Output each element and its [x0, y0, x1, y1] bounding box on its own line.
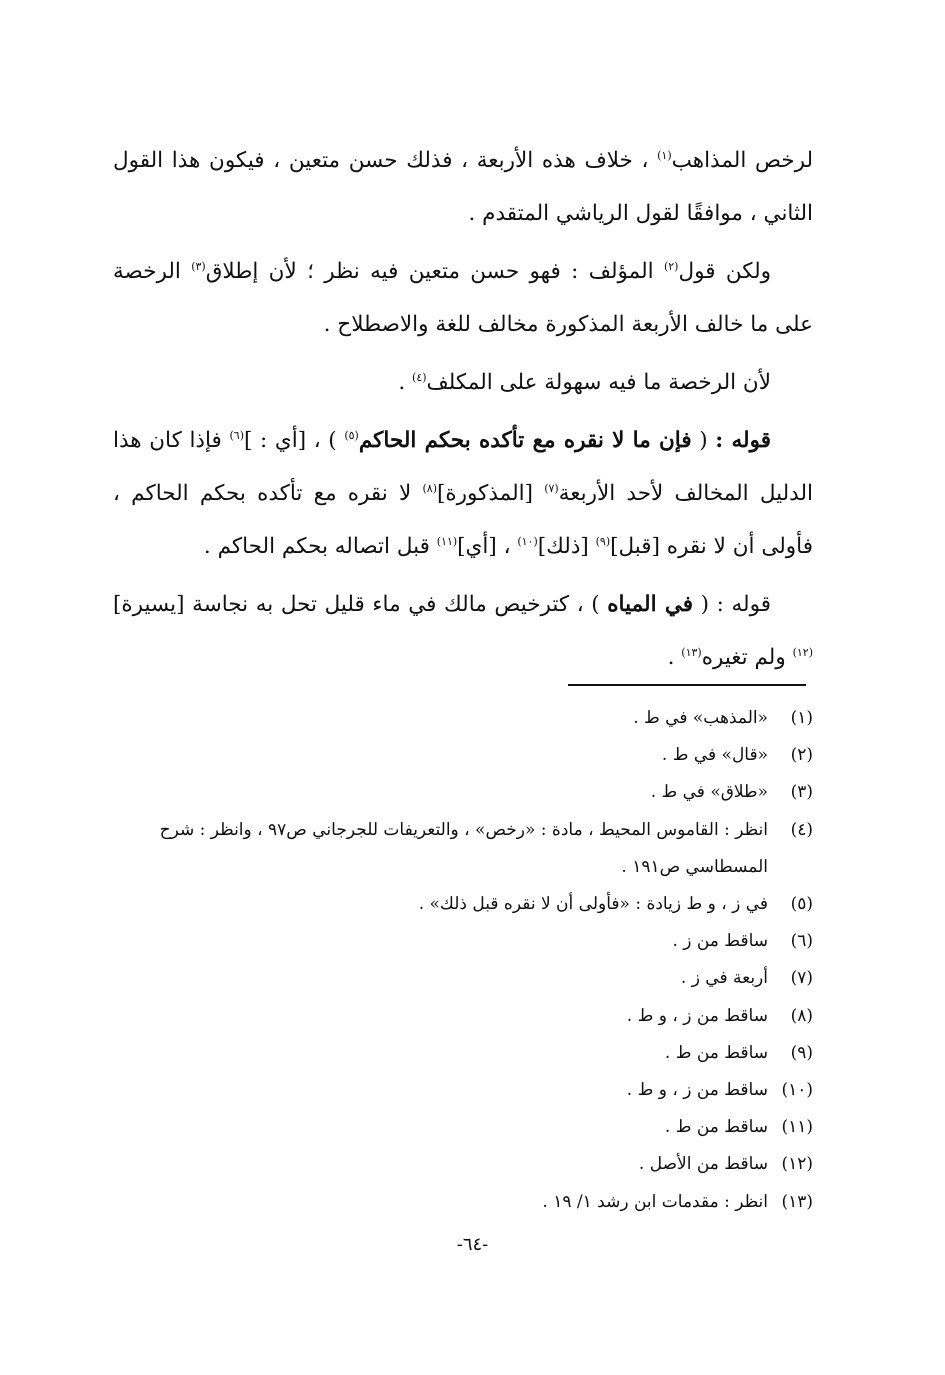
footnote-number: (١٢): [781, 1154, 813, 1175]
footnote-separator: [568, 684, 806, 686]
footnote-ref[interactable]: (٦): [229, 428, 244, 442]
footnote-text: ساقط من ز ، و ط .: [626, 1080, 768, 1101]
footnotes: [103, 700, 813, 1221]
footnote-item: [103, 960, 813, 997]
footnote-text: «طلاق» في ط .: [650, 782, 768, 803]
footnote-ref[interactable]: (١١): [436, 534, 458, 548]
footnote-number: (٨): [790, 1005, 813, 1026]
paragraph-4: قوله : ( فإن ما لا نقره مع تأكده بحكم الحاكم$^{(٥)}$ ) ، [أي : ]$^{(٦)}$ فإذا كان هذا الدليل المخالف لأحد الأربعة$^{(٧)}$ [المذكورة]$^{(٨)}$ لا نقره مع تأكده بحكم الحاكم ، فأولى أن لا نقره [قبل]$^{(٩)}$ [ذلك]$^{(١٠)}$ ، [أي]$^{(١١)}$ قبل اتصاله بحكم الحاكم .: [113, 428, 813, 559]
footnote-ref[interactable]: (١٠): [517, 534, 538, 548]
footnote-ref[interactable]: (٣): [191, 259, 206, 273]
footnote-ref[interactable]: (١٣): [681, 645, 702, 659]
footnote-ref[interactable]: (٥): [344, 428, 359, 442]
footnote-number: (٤): [790, 819, 813, 840]
footnote-number: (٥): [790, 894, 813, 915]
paragraph-1: لرخص المذاهب$^{(١)}$ ، خلاف هذه الأربعة ، فذلك حسن متعين ، فيكون هذا القول الثاني ، موافقًا لقول الرياشي المتقدم .: [113, 148, 813, 226]
footnote-item: [103, 1109, 813, 1146]
footnote-ref[interactable]: (٢): [663, 259, 679, 273]
quote-label: قوله :: [715, 428, 771, 453]
footnote-item: [103, 812, 813, 886]
footnote-item: [103, 886, 813, 923]
quoted-matn: في المياه: [607, 592, 694, 617]
footnote-item: [103, 737, 813, 774]
main-text: [113, 134, 813, 689]
footnote-item: [103, 923, 813, 960]
footnote-item: [103, 1072, 813, 1109]
footnote-item: [103, 1146, 813, 1183]
footnote-text: ساقط من ط .: [664, 1042, 768, 1063]
footnote-ref[interactable]: (٨): [422, 481, 437, 495]
footnote-item: [103, 700, 813, 737]
paragraph-5: قوله : ( في المياه ) ، كترخيص مالك في ماء قليل تحل به نجاسة [يسيرة]$^{(١٢)}$ ولم تغيره$^{(١٣)}$ .: [113, 592, 813, 670]
footnote-text: ساقط من ز ، و ط .: [626, 1005, 768, 1026]
footnote-number: (٧): [790, 968, 813, 989]
footnote-text: ساقط من الأصل .: [638, 1154, 768, 1175]
footnote-number: (٦): [790, 931, 813, 952]
footnote-number: (١٣): [781, 1191, 813, 1212]
footnote-ref[interactable]: (٤): [412, 370, 427, 384]
quoted-matn: فإن ما لا نقره مع تأكده بحكم الحاكم: [358, 428, 692, 453]
paragraph-3: لأن الرخصة ما فيه سهولة على المكلف$^{(٤)}$ .: [398, 370, 771, 395]
paragraph-2: ولكن قول$^{(٢)}$ المؤلف : فهو حسن متعين فيه نظر ؛ لأن إطلاق$^{(٣)}$ الرخصة على ما خالف الأربعة المذكورة مخالف للغة والاصطلاح .: [113, 259, 813, 337]
footnote-number: (١٠): [781, 1080, 813, 1101]
footnote-item: [103, 774, 813, 811]
footnote-text: أربعة في ز .: [680, 968, 768, 989]
footnote-ref[interactable]: (٩): [595, 534, 611, 548]
footnote-number: (٩): [790, 1042, 813, 1063]
footnote-ref[interactable]: (١٢): [792, 645, 813, 659]
footnote-number: (٣): [790, 782, 813, 803]
footnote-ref[interactable]: (٧): [544, 481, 559, 495]
page-number: -٦٤-: [456, 1234, 489, 1255]
footnote-text: «المذهب» في ط .: [633, 708, 768, 728]
footnote-item: [103, 1184, 813, 1221]
footnote-text: ساقط من ط .: [664, 1117, 768, 1138]
footnote-text: انظر : القاموس المحيط ، مادة : «رخص» ، والتعريفات للجرجاني ص٩٧ ، وانظر : شرح المسطاسي ص١٩١ .: [159, 819, 768, 877]
footnote-text: «قال» في ط .: [661, 745, 768, 766]
footnote-item: [103, 1035, 813, 1072]
footnote-text: في ز ، و ط زيادة : «فأولى أن لا نقره قبل ذلك» .: [418, 894, 768, 915]
footnote-ref[interactable]: (١): [657, 148, 672, 162]
footnote-number: (٢): [790, 745, 813, 766]
footnote-number: (١): [790, 708, 813, 728]
footnote-text: ساقط من ز .: [672, 931, 768, 952]
footnote-number: (١١): [781, 1117, 813, 1138]
footnote-item: [103, 998, 813, 1035]
footnote-text: انظر : مقدمات ابن رشد ١/ ١٩ .: [542, 1191, 768, 1212]
